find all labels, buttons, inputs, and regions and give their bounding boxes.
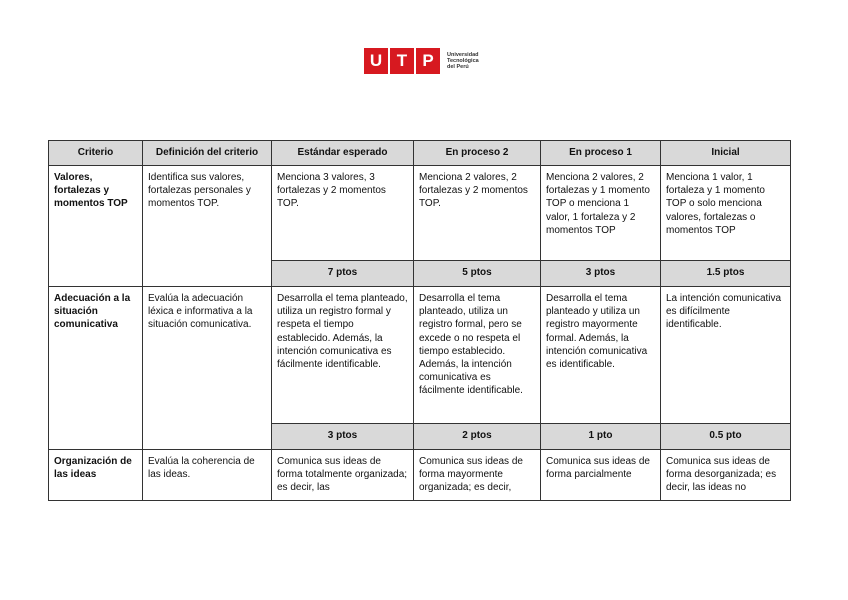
table-row <box>49 450 791 501</box>
points-cell: 3 ptos <box>272 424 414 450</box>
criterio-cell: Adecuación a la situación comunicativa <box>49 287 143 450</box>
definicion-cell: Evalúa la coherencia de las ideas. <box>143 450 272 501</box>
level-cell: Menciona 1 valor, 1 fortaleza y 1 momento TOP o solo menciona valores, fortalezas o momentos TOP <box>661 166 791 261</box>
level-cell: Desarrolla el tema planteado y utiliza un registro mayormente formal. Además, la intención comunicativa es identificable. <box>541 287 661 424</box>
table-row <box>49 166 791 261</box>
level-cell: La intención comunicativa es difícilmente identificable. <box>661 287 791 424</box>
header-inicial: Inicial <box>661 141 791 166</box>
logo-letter-u: U <box>364 48 388 74</box>
header-criterio: Criterio <box>49 141 143 166</box>
points-cell: 5 ptos <box>414 261 541 287</box>
header-row <box>49 141 791 166</box>
points-cell: 1 pto <box>541 424 661 450</box>
points-cell: 3 ptos <box>541 261 661 287</box>
points-cell: 2 ptos <box>414 424 541 450</box>
points-cell: 7 ptos <box>272 261 414 287</box>
level-cell: Comunica sus ideas de forma desorganizada; es decir, las ideas no <box>661 450 791 501</box>
level-cell: Menciona 2 valores, 2 fortalezas y 1 momento TOP o menciona 1 valor, 1 fortaleza y 2 momentos TOP <box>541 166 661 261</box>
level-cell: Desarrolla el tema planteado, utiliza un registro formal, pero se excede o no respeta el tiempo establecido. Además, la intención comunicativa es fácilmente identificable. <box>414 287 541 424</box>
header-estandar: Estándar esperado <box>272 141 414 166</box>
points-cell: 0.5 pto <box>661 424 791 450</box>
level-cell: Comunica sus ideas de forma mayormente organizada; es decir, <box>414 450 541 501</box>
criterio-cell: Organización de las ideas <box>49 450 143 501</box>
level-cell: Menciona 2 valores, 2 fortalezas y 2 momentos TOP. <box>414 166 541 261</box>
level-cell: Comunica sus ideas de forma parcialmente <box>541 450 661 501</box>
rubric-table <box>48 140 791 501</box>
header-proceso-2: En proceso 2 <box>414 141 541 166</box>
logo-letter-t: T <box>390 48 414 74</box>
level-cell: Desarrolla el tema planteado, utiliza un registro formal y respeta el tiempo establecido. Además, la intención comunicativa es fácilmente identificable. <box>272 287 414 424</box>
definicion-cell: Evalúa la adecuación léxica e informativa a la situación comunicativa. <box>143 287 272 450</box>
header-proceso-1: En proceso 1 <box>541 141 661 166</box>
level-cell: Comunica sus ideas de forma totalmente organizada; es decir, las <box>272 450 414 501</box>
university-name: Universidad Tecnológica del Perú <box>447 51 479 70</box>
criterio-cell: Valores, fortalezas y momentos TOP <box>49 166 143 287</box>
header-definicion: Definición del criterio <box>143 141 272 166</box>
logo-letter-p: P <box>416 48 440 74</box>
definicion-cell: Identifica sus valores, fortalezas personales y momentos TOP. <box>143 166 272 287</box>
level-cell: Menciona 3 valores, 3 fortalezas y 2 momentos TOP. <box>272 166 414 261</box>
table-row <box>49 287 791 424</box>
utp-logo <box>364 47 479 74</box>
points-cell: 1.5 ptos <box>661 261 791 287</box>
